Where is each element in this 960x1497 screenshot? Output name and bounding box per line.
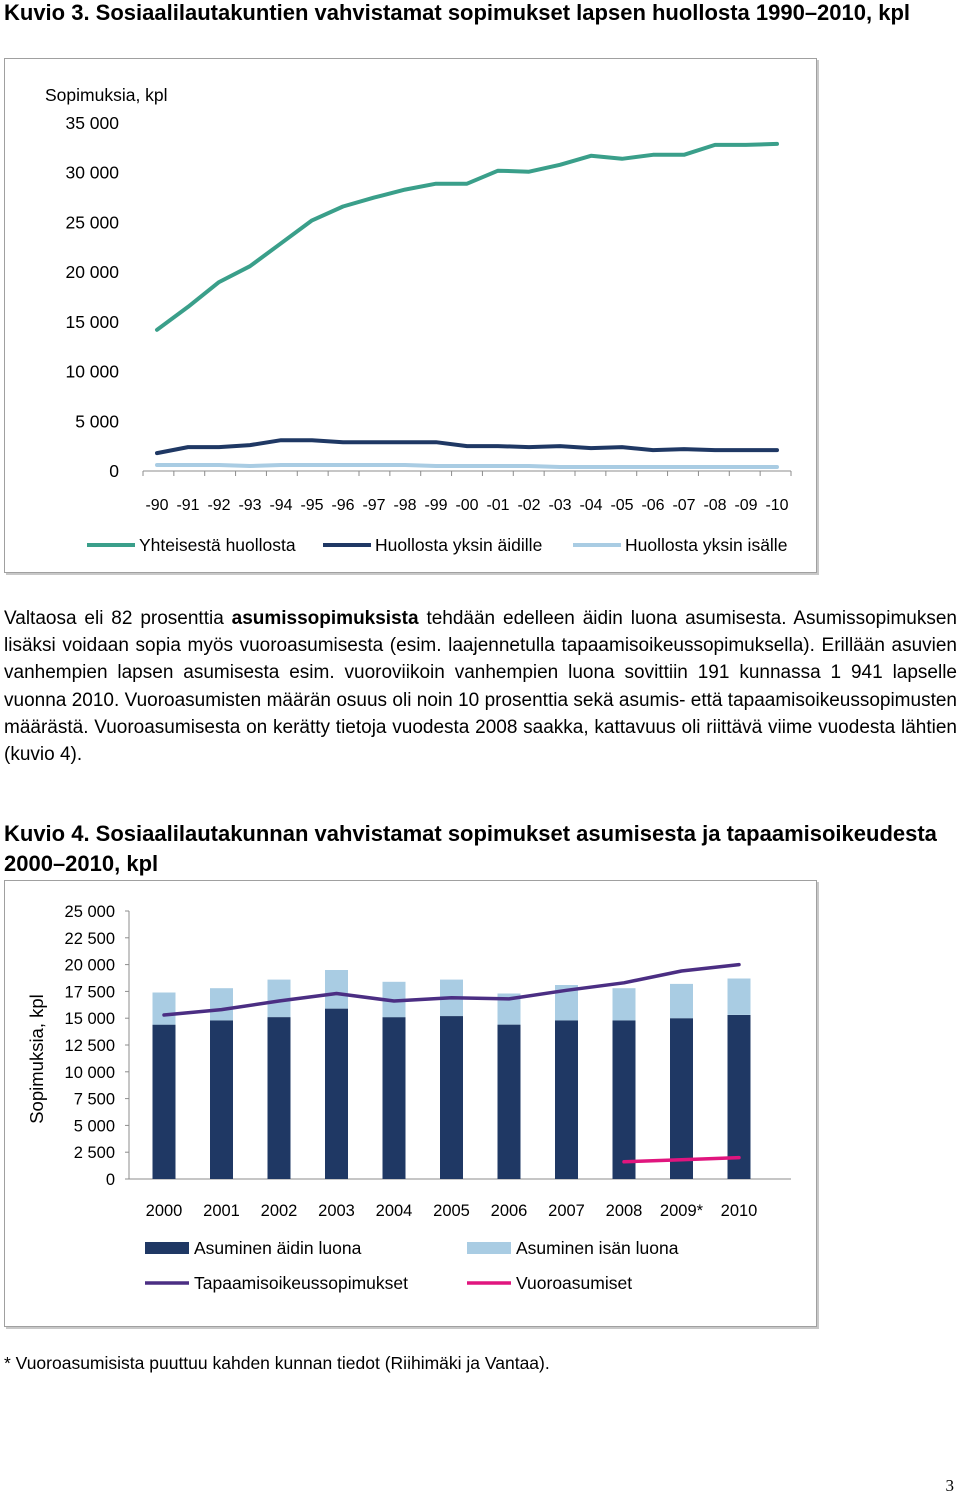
bar-asuminen-idin-luona [440,1016,463,1179]
page-number: 3 [945,1476,954,1495]
y-tick-label: 5 000 [75,411,119,432]
x-tick-label: 2002 [260,1202,298,1220]
paragraph-text-start: Valtaosa eli 82 prosenttia [4,608,232,629]
legend-label: Tapaamisoikeussopimukset [194,1273,408,1293]
x-tick-label: 2010 [720,1202,758,1220]
bar-asuminen-idin-luona [670,1018,693,1179]
x-tick-label: 2007 [548,1202,585,1220]
y-axis-title: Sopimuksia, kpl [26,994,47,1124]
bar-asuminen-idin-luona [325,1009,348,1179]
legend-label: Asuminen äidin luona [194,1238,362,1258]
y-tick-label: 15 000 [65,311,119,332]
bar-asuminen-is-n-luona [670,984,693,1018]
x-tick-label: -01 [486,497,510,514]
y-tick-label: 25 000 [65,212,119,233]
x-tick-label: -03 [548,497,572,514]
figure-3-heading: Kuvio 3. Sosiaalilautakuntien vahvistamat sopimukset lapsen huollosta 1990–2010, kpl [4,0,911,25]
y-tick-label: 25 000 [64,903,115,921]
figure-3-svg [5,59,816,572]
x-tick-label: -06 [641,497,665,514]
legend-label: Asuminen isän luona [516,1238,679,1258]
legend-swatch-asuminen-is-n-luona [467,1242,511,1254]
x-tick-label: 2006 [490,1202,528,1220]
x-tick-label: -90 [145,497,169,514]
x-tick-label: 2008 [605,1202,643,1220]
bar-asuminen-idin-luona [613,1020,636,1179]
y-tick-label: 10 000 [65,361,119,382]
y-tick-label: 35 000 [65,113,119,133]
legend-label: Vuoroasumiset [516,1273,633,1293]
x-tick-label: -93 [238,497,262,514]
x-tick-label: 2004 [375,1202,413,1220]
legend-label: Huollosta yksin äidille [375,535,543,555]
x-tick-label: -92 [207,497,231,514]
y-tick-label: 5 000 [73,1117,115,1136]
paragraph-text-rest: tehdään edelleen äidin luona asumisesta. Asumissopimuksen lisäksi voidaan sopia myös vuoroasumisesta (esim. laajennetulla tapaamisoikeussopimuksella). Erillään asuvien vanhempien lapsen asumisesta esim. vuoroviikoin vanhempien luona sovittiin 191 kunnassa 1 941 lapselle vuonna 2010. Vuoroasumisten määrän osuus oli noin 10 prosenttia sekä asumis- että tapaamisoikeussopimusten määrästä. Vuoroasumisesta on kerätty tietoja vuodesta 2008 saakka, kattavuus oli riittävä viime vuodesta lähtien (kuvio 4). [4,608,957,766]
bar-asuminen-is-n-luona [325,970,348,1009]
y-tick-label: 30 000 [65,162,119,183]
bar-asuminen-idin-luona [383,1017,406,1179]
figure-4-chart [4,880,817,1327]
series-line-vuoroasumiset [624,1158,739,1162]
y-tick-label: 20 000 [65,262,119,283]
x-tick-label: 2009* [659,1202,704,1220]
x-tick-label: -08 [703,497,727,514]
x-tick-label: -04 [579,497,603,514]
bar-asuminen-is-n-luona [728,979,751,1015]
x-tick-label: 2005 [433,1202,470,1220]
bar-asuminen-idin-luona [210,1020,233,1179]
y-axis-title: Sopimuksia, kpl [45,85,168,105]
x-tick-label: -94 [269,497,293,514]
series-line-huollosta-yksin-idille [157,440,777,453]
x-tick-label: -09 [734,497,758,514]
series-line-huollosta-yksin-is-lle [157,465,777,467]
x-tick-label: -97 [362,497,386,514]
bar-asuminen-is-n-luona [153,993,176,1025]
x-tick-label: 2003 [318,1202,355,1220]
y-tick-label: 12 500 [64,1037,115,1055]
x-tick-label: -05 [610,497,634,514]
y-tick-label: 2 500 [73,1144,115,1163]
legend-swatch-asuminen-idin-luona [145,1242,189,1254]
footnote: * Vuoroasumisista puuttuu kahden kunnan tiedot (Riihimäki ja Vantaa). [4,1353,550,1373]
x-tick-label: -91 [176,497,200,514]
x-tick-label: 2001 [203,1202,240,1220]
x-tick-label: -00 [455,497,479,514]
y-tick-label: 10 000 [64,1063,115,1082]
x-tick-label: -99 [424,497,448,514]
y-tick-label: 22 500 [64,929,115,948]
figure-3-chart [4,58,817,573]
legend-label: Yhteisestä huollosta [139,535,296,555]
body-paragraph [4,605,957,768]
series-line-yhteisest-huollosta [157,144,777,330]
bar-asuminen-is-n-luona [210,988,233,1020]
x-tick-label: -10 [765,497,789,514]
figure-4-svg [5,881,816,1326]
y-tick-label: 7 500 [73,1090,115,1109]
y-tick-label: 17 500 [64,983,115,1002]
y-tick-label: 20 000 [64,956,115,975]
x-tick-label: -95 [300,497,324,514]
bar-asuminen-idin-luona [153,1025,176,1179]
y-tick-label: 0 [105,1171,115,1189]
bar-asuminen-idin-luona [728,1015,751,1179]
bar-asuminen-idin-luona [555,1020,578,1179]
x-tick-label: 2000 [145,1202,183,1220]
x-tick-label: -07 [672,497,696,514]
x-tick-label: -98 [393,497,417,514]
bar-asuminen-idin-luona [498,1025,521,1179]
figure-4-heading: Kuvio 4. Sosiaalilautakunnan vahvistamat sopimukset asumisesta ja tapaamisoikeudesta 2000–2010, kpl [4,821,937,876]
y-tick-label: 0 [109,461,119,481]
paragraph-bold-term: asumissopimuksista [231,608,419,629]
y-tick-label: 15 000 [64,1010,115,1029]
bar-asuminen-idin-luona [268,1017,291,1179]
bar-asuminen-is-n-luona [613,988,636,1020]
x-tick-label: -96 [331,497,355,514]
legend-label: Huollosta yksin isälle [625,535,788,555]
x-tick-label: -02 [517,497,541,514]
